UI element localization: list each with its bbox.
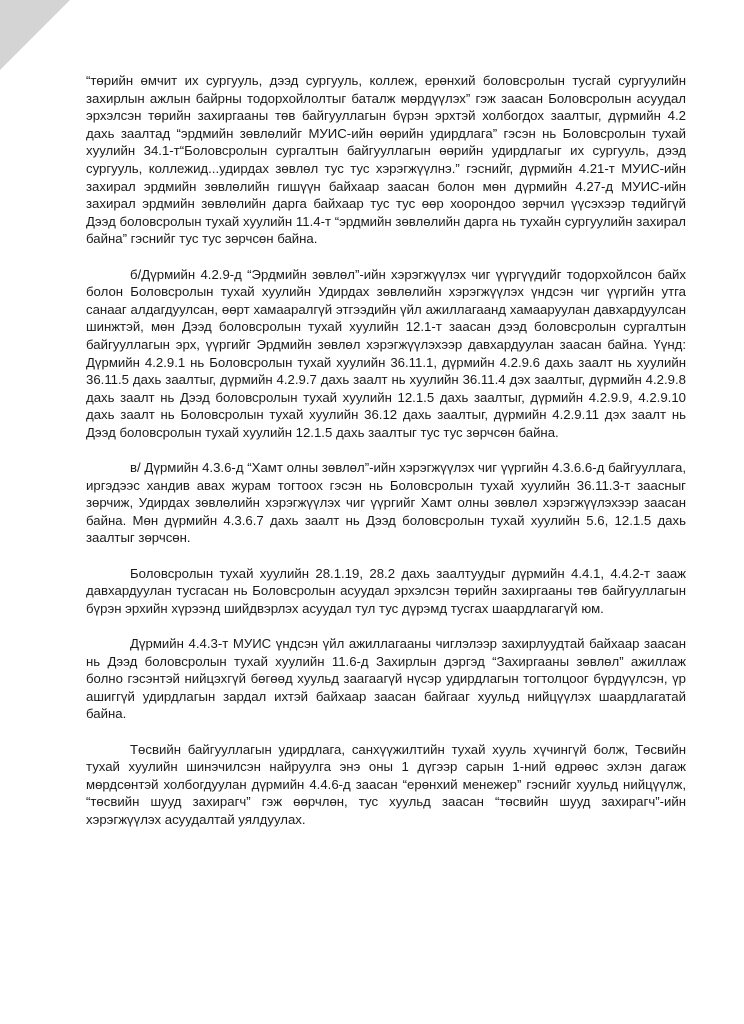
paragraph-gap [86, 617, 686, 635]
paragraph-budget: Төсвийн байгууллагын удирдлага, санхүүжилтийн тухай хууль хүчингүй болж, Төсвийн тухай хуулийн шинэчилсэн найруулга энэ оны 1 дүгээр сарын 1-ний өдрөөс эхлэн дагаж мөрдсөнтэй холбогдуулан дүрмийн 4.4.6-д заасан “ерөнхий менежер” гэснийг хуульд нийцүүлж, “төсвийн шууд захирагч” гэж өөрчлөн, тус хуульд заасан “төсвийн шууд захирагч”-ийн хэрэгжүүлэх асуудалтай уялдуулах. [86, 741, 686, 827]
paragraph-b: б/Дүрмийн 4.2.9-д “Эрдмийн зөвлөл”-ийн хэрэгжүүлэх чиг үүргүүдийг тодорхойлсон байх болон Боловсролын тухай хуулийн Удирдах зөвлөлийн хэрэгжүүлэх үндсэн чиг үүргийн утга санааг алдагдуулсан, өөрт хамааралгүй этгээдийн үйл ажиллагаанд хамааруулан давхардуулсан шинжтэй, мөн Дээд боловсролын тухай хуулийн 12.1-т заасан дээд боловсролын сургалтын байгууллагын эрх, үүргийг Эрдмийн зөвлөл хэрэгжүүлэхээр давхардуулан заасан байна. Үүнд: Дүрмийн 4.2.9.1 нь Боловсролын тухай хуулийн 36.11.1, дүрмийн 4.2.9.6 дахь заалт нь хуулийн 36.11.5 дахь заалтыг, дүрмийн 4.2.9.7 дахь заалт нь хуулийн 36.11.4 дэх заалтыг, дүрмийн 4.2.9.8 дахь заалт нь Дээд боловсролын тухай хуулийн 12.1.5 дахь заалтыг, дүрмийн 4.2.9.9, 4.2.9.10 дахь заалт нь Боловсролын тухай хуулийн 36.12 дахь заалтыг, дүрмийн 4.2.9.11 дэх заалт нь Дээд боловсролын тухай хуулийн 12.1.5 дахь заалтыг тус тус зөрчсөн байна. [86, 266, 686, 440]
page-corner-fold [0, 0, 70, 70]
paragraph-gap [86, 248, 686, 266]
paragraph-continuation: “төрийн өмчит их сургууль, дээд сургууль, коллеж, ерөнхий боловсролын тусгай сургуулийн захирлын ажлын байрны тодорхойлолтыг баталж мөрдүүлэх” гэж заасан Боловсролын асуудал эрхэлсэн төрийн захиргааны төв байгууллагын бүрэн эрхтэй холбогдох заалтыг, дүрмийн 4.2 дахь заалтад “эрдмийн зөвлөлийг МУИС-ийн өөрийн удирдлага” гэсэн нь Боловсролын тухай хуулийн 34.1-т“Боловсролын сургалтын байгууллагын өөрийн удирдлагыг их сургууль, дээд сургууль, коллежид...удирдах зөвлөл тус тус хэрэгжүүлнэ.” гэснийг, дүрмийн 4.21-т МУИС-ийн захирал эрдмийн зөвлөлийн гишүүн байхаар заасан болон мөн дүрмийн 4.27-д МУИС-ийн захирал эрдмийн зөвлөлийн дарга байхаар тус тус өөр хоорондоо зөрчил үүсэхээр төдийгүй Дээд боловсролын тухай хуулийн 11.4-т “эрдмийн зөвлөлийн дарга нь тухайн сургуулийн захирал байна” гэснийг тус тус зөрчсөн байна. [86, 73, 686, 247]
paragraph-gap [86, 723, 686, 741]
paragraph-gap [86, 441, 686, 459]
paragraph-education-law: Боловсролын тухай хуулийн 28.1.19, 28.2 дахь заалтуудыг дүрмийн 4.4.1, 4.4.2-т зааж давхардуулан тусгасан нь Боловсролын асуудал эрхэлсэн төрийн захиргааны төв байгууллагын бүрэн эрхийн хүрээнд шийдвэрлэх асуудал тул тус дүрэмд тусгах шаардлагагүй юм. [86, 565, 686, 616]
paragraph-rule-4-4-3: Дүрмийн 4.4.3-т МУИС үндсэн үйл ажиллагааны чиглэлээр захирлуудтай байхаар заасан нь Дээд боловсролын тухай хуулийн 11.6-д Захирлын дэргэд “Захиргааны зөвлөл” ажиллаж болно гэсэнтэй нийцэхгүй бөгөөд хуульд заагаагүй нүсэр удирдлагын тогтолцоог бүрдүүлсэн, үр ашиггүй удирдлагын зардал ихтэй байхаар заасан байгааг хуульд нийцүүлэх шаардлагатай байна. [86, 636, 686, 722]
paragraph-v: в/ Дүрмийн 4.3.6-д “Хамт олны зөвлөл”-ийн хэрэгжүүлэх чиг үүргийн 4.3.6.6-д байгууллага, иргэдээс хандив авах журам тогтоох гэсэн нь Боловсролын тухай хуулийн 36.11.3-т заасныг зөрчиж, Удирдах зөвлөлийн хэрэгжүүлэх чиг үүргийг Хамт олны зөвлөл хэрэгжүүлэхээр заасан байна. Мөн дүрмийн 4.3.6.7 дахь заалт нь Дээд боловсролын тухай хуулийн 5.6, 12.1.5 дахь заалтыг зөрчсөн. [86, 460, 686, 546]
document-page [86, 72, 686, 829]
paragraph-gap [86, 547, 686, 565]
